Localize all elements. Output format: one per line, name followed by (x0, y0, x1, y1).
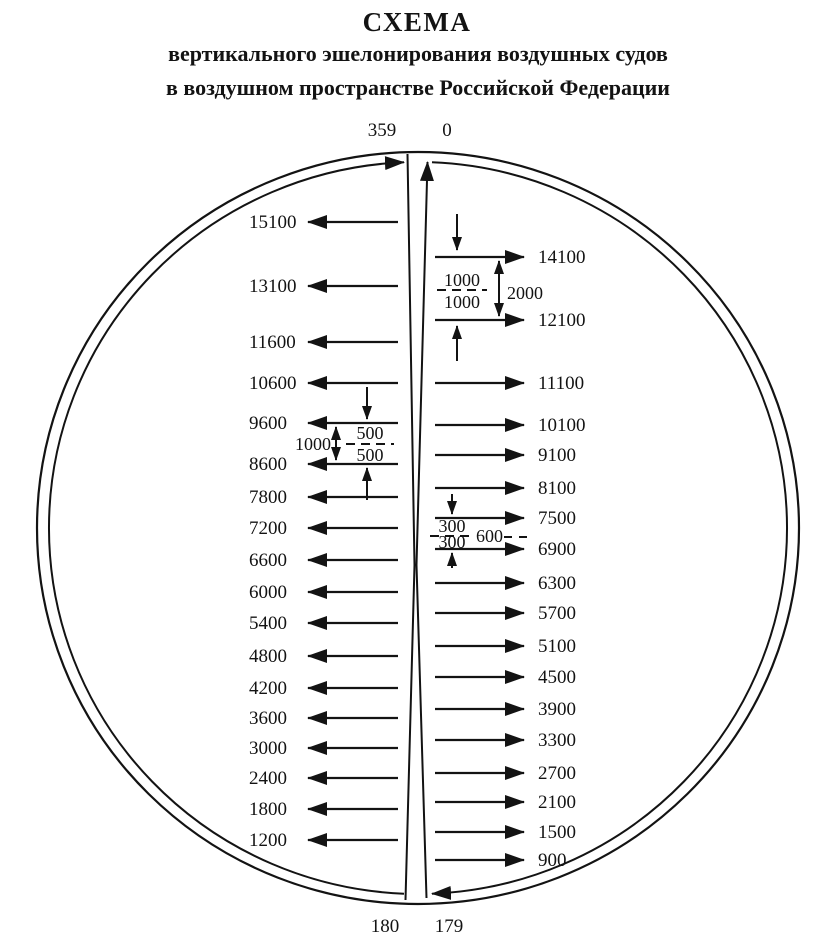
flight-level-row-left (249, 373, 398, 394)
separation-below-value: 300 (438, 532, 466, 552)
level-label-left: 4200 (249, 678, 287, 699)
level-label-right: 6300 (538, 573, 576, 594)
level-label-right: 3900 (538, 699, 576, 720)
separation-above-value: 1000 (444, 270, 480, 290)
level-label-right: 11100 (538, 373, 585, 394)
separation-span-value: 2000 (507, 283, 543, 303)
level-label-right: 9100 (538, 445, 576, 466)
page-title: СХЕМА (362, 7, 472, 37)
flight-level-row-right (435, 636, 576, 657)
level-label-left: 5400 (249, 613, 287, 634)
level-label-left: 11600 (249, 332, 296, 353)
level-label-left: 8600 (249, 454, 287, 475)
separation-above-value: 500 (356, 423, 384, 443)
flight-level-row-right (435, 850, 567, 871)
flight-level-row-right (435, 415, 586, 436)
flight-level-row-left (249, 830, 398, 851)
flight-level-row-right (435, 699, 576, 720)
level-label-left: 7200 (249, 518, 287, 539)
level-label-right: 900 (538, 850, 567, 871)
flight-level-row-left (249, 550, 398, 571)
annotation-upper-right (437, 214, 543, 361)
level-label-left: 1200 (249, 830, 287, 851)
flight-level-row-left (249, 276, 398, 297)
level-label-right: 12100 (538, 310, 586, 331)
flight-level-row-left (249, 708, 398, 729)
level-label-left: 6600 (249, 550, 287, 571)
level-label-right: 2100 (538, 792, 576, 813)
flight-level-row-left (249, 613, 398, 634)
heading-0-label: 0 (442, 120, 452, 141)
level-label-left: 3000 (249, 738, 287, 759)
level-label-right: 14100 (538, 247, 586, 268)
title-block (166, 7, 670, 100)
flight-level-row-right (435, 730, 576, 751)
level-label-left: 2400 (249, 768, 287, 789)
flight-level-row-right (435, 247, 586, 268)
level-label-right: 5100 (538, 636, 576, 657)
flight-level-row-right (435, 445, 576, 466)
heading-359-label: 359 (367, 120, 397, 141)
level-label-left: 4800 (249, 646, 287, 667)
level-label-right: 5700 (538, 603, 576, 624)
page-subtitle-1: вертикального эшелонирования воздушных судов (168, 41, 668, 66)
level-label-right: 2700 (538, 763, 576, 784)
flight-level-row-right (435, 763, 576, 784)
level-label-right: 8100 (538, 478, 576, 499)
flight-level-row-left (249, 212, 398, 233)
level-label-left: 7800 (249, 487, 287, 508)
level-label-right: 10100 (538, 415, 586, 436)
meridian-line-west (406, 154, 415, 900)
level-label-left: 13100 (249, 276, 297, 297)
flight-level-row-left (249, 678, 398, 699)
page-subtitle-2: в воздушном пространстве Российской Федерации (165, 75, 671, 100)
flight-level-row-right (435, 603, 576, 624)
flight-level-row-left (249, 738, 398, 759)
annotation-left-mid (295, 387, 394, 500)
level-label-left: 1800 (249, 799, 287, 820)
flight-level-row-right (435, 573, 576, 594)
separation-span-value: 600 (476, 526, 503, 546)
flight-level-row-right (435, 792, 576, 813)
level-label-right: 1500 (538, 822, 576, 843)
separation-span-value: 1000 (295, 434, 331, 454)
flight-level-row-right (435, 373, 584, 394)
flight-level-row-left (249, 768, 398, 789)
level-label-left: 10600 (249, 373, 297, 394)
separation-above-value: 300 (438, 516, 466, 536)
level-label-left: 15100 (249, 212, 297, 233)
level-label-right: 4500 (538, 667, 576, 688)
heading-179-label: 179 (434, 916, 464, 937)
flight-level-row-left (249, 799, 398, 820)
level-label-left: 6000 (249, 582, 287, 603)
annotation-lower-right (430, 494, 529, 568)
compass-circle (37, 120, 799, 937)
flight-level-row-left (249, 582, 398, 603)
flight-level-row-left (249, 646, 398, 667)
separation-below-value: 1000 (444, 292, 480, 312)
level-label-right: 3300 (538, 730, 576, 751)
level-label-left: 9600 (249, 413, 287, 434)
level-label-right: 6900 (538, 539, 576, 560)
separation-below-value: 500 (356, 445, 384, 465)
meridian-line-east-arrow (417, 162, 428, 898)
flight-level-row-left (249, 518, 398, 539)
flight-level-row-left (249, 332, 398, 353)
flight-level-row-right (435, 822, 576, 843)
flight-level-row-right (435, 478, 576, 499)
flight-level-row-left (249, 487, 398, 508)
level-label-left: 3600 (249, 708, 287, 729)
flight-level-row-right (435, 667, 576, 688)
level-label-right: 7500 (538, 508, 576, 529)
heading-180-label: 180 (370, 916, 400, 937)
